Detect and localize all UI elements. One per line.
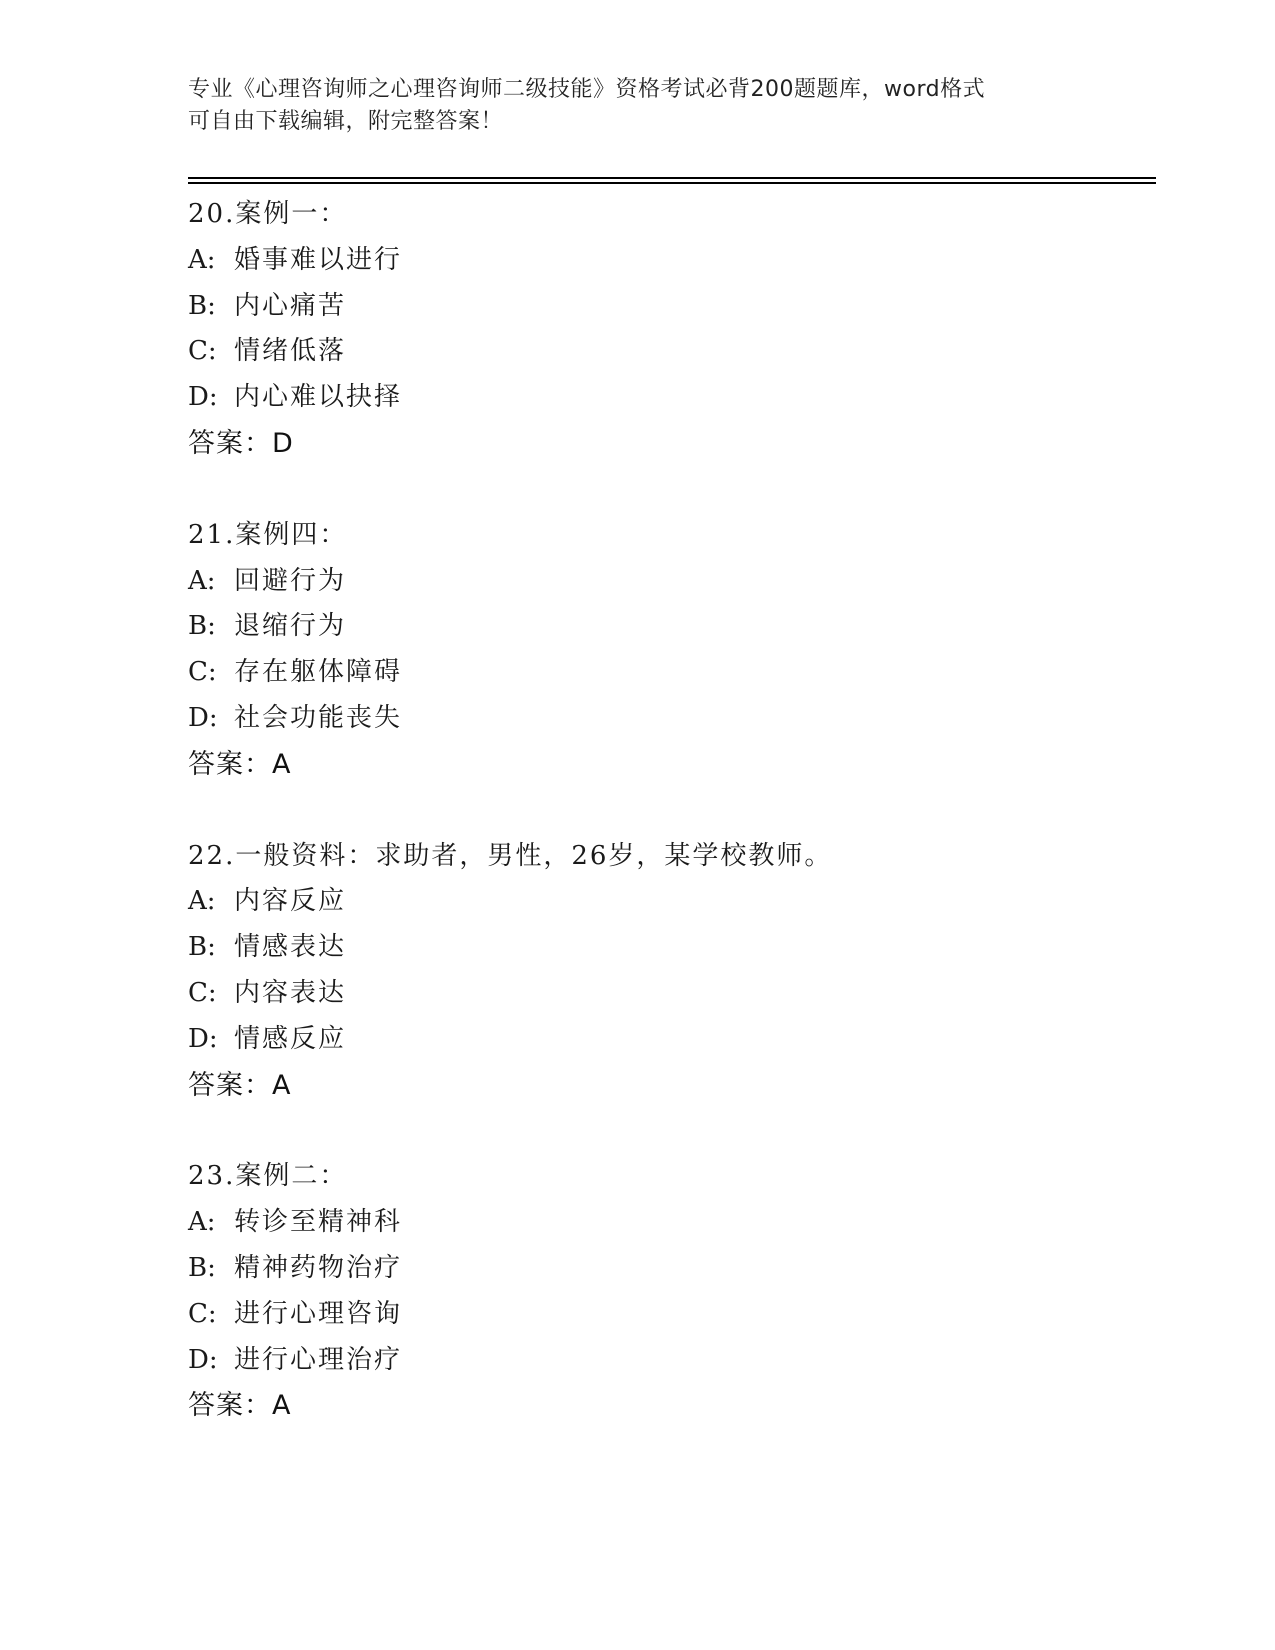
option-letter: B: (188, 1252, 216, 1283)
option-text: 退缩行为 (234, 611, 347, 642)
option-text: 精神药物治疗 (234, 1252, 403, 1283)
option-b (188, 925, 1148, 971)
header-divider-bottom (188, 182, 1156, 184)
option-d (188, 1338, 1148, 1384)
option-letter: A: (188, 886, 216, 917)
question-list (188, 192, 1148, 1475)
document-header (188, 74, 1088, 138)
option-a (188, 559, 1148, 605)
option-a (188, 879, 1148, 925)
option-text: 存在躯体障碍 (234, 657, 403, 688)
option-text: 情感反应 (234, 1023, 347, 1054)
option-text: 情感表达 (234, 932, 347, 963)
option-b (188, 1246, 1148, 1292)
option-letter: C: (188, 1298, 217, 1329)
option-letter: C: (188, 336, 217, 367)
option-text: 进行心理治疗 (234, 1344, 403, 1375)
question-stem: 22.一般资料：求助者，男性，26岁，某学校教师。 (188, 840, 833, 871)
option-d (188, 1017, 1148, 1063)
option-text: 情绪低落 (234, 336, 347, 367)
question-item (188, 834, 1148, 1109)
answer-line: 答案：A (188, 748, 292, 780)
option-text: 社会功能丧失 (234, 702, 403, 733)
option-d (188, 696, 1148, 742)
option-b (188, 284, 1148, 330)
option-letter: D: (188, 702, 218, 733)
question-item (188, 192, 1148, 467)
header-line-2: 可自由下载编辑，附完整答案！ (188, 109, 504, 134)
answer-line: 答案：D (188, 427, 294, 459)
header-divider-top (188, 177, 1156, 179)
option-letter: D: (188, 1023, 218, 1054)
option-text: 内容表达 (234, 977, 347, 1008)
question-stem: 23.案例二： (188, 1161, 348, 1192)
option-text: 转诊至精神科 (234, 1207, 403, 1238)
header-line-1: 专业《心理咨询师之心理咨询师二级技能》资格考试必背200题题库，word格式 (188, 77, 986, 102)
option-text: 回避行为 (234, 565, 347, 596)
option-letter: A: (188, 565, 216, 596)
option-letter: B: (188, 932, 216, 963)
option-letter: A: (188, 1207, 216, 1238)
answer-line: 答案：A (188, 1390, 292, 1422)
option-text: 进行心理咨询 (234, 1298, 403, 1329)
question-stem: 21.案例四： (188, 519, 348, 550)
option-letter: B: (188, 290, 216, 321)
question-item (188, 513, 1148, 788)
option-text: 内心痛苦 (234, 290, 347, 321)
answer-line: 答案：A (188, 1069, 292, 1101)
option-text: 内容反应 (234, 886, 347, 917)
option-letter: D: (188, 1344, 218, 1375)
question-stem: 20.案例一： (188, 199, 348, 229)
option-b (188, 604, 1148, 650)
question-item (188, 1154, 1148, 1429)
option-c (188, 1292, 1148, 1338)
option-d (188, 375, 1148, 421)
option-c (188, 329, 1148, 375)
option-letter: C: (188, 657, 217, 688)
option-c (188, 971, 1148, 1017)
option-letter: C: (188, 977, 217, 1008)
option-text: 内心难以抉择 (234, 382, 403, 413)
option-a (188, 238, 1148, 284)
option-text: 婚事难以进行 (234, 244, 403, 275)
option-letter: A: (188, 244, 216, 275)
option-letter: B: (188, 611, 216, 642)
option-letter: D: (188, 382, 218, 413)
option-c (188, 650, 1148, 696)
option-a (188, 1200, 1148, 1246)
